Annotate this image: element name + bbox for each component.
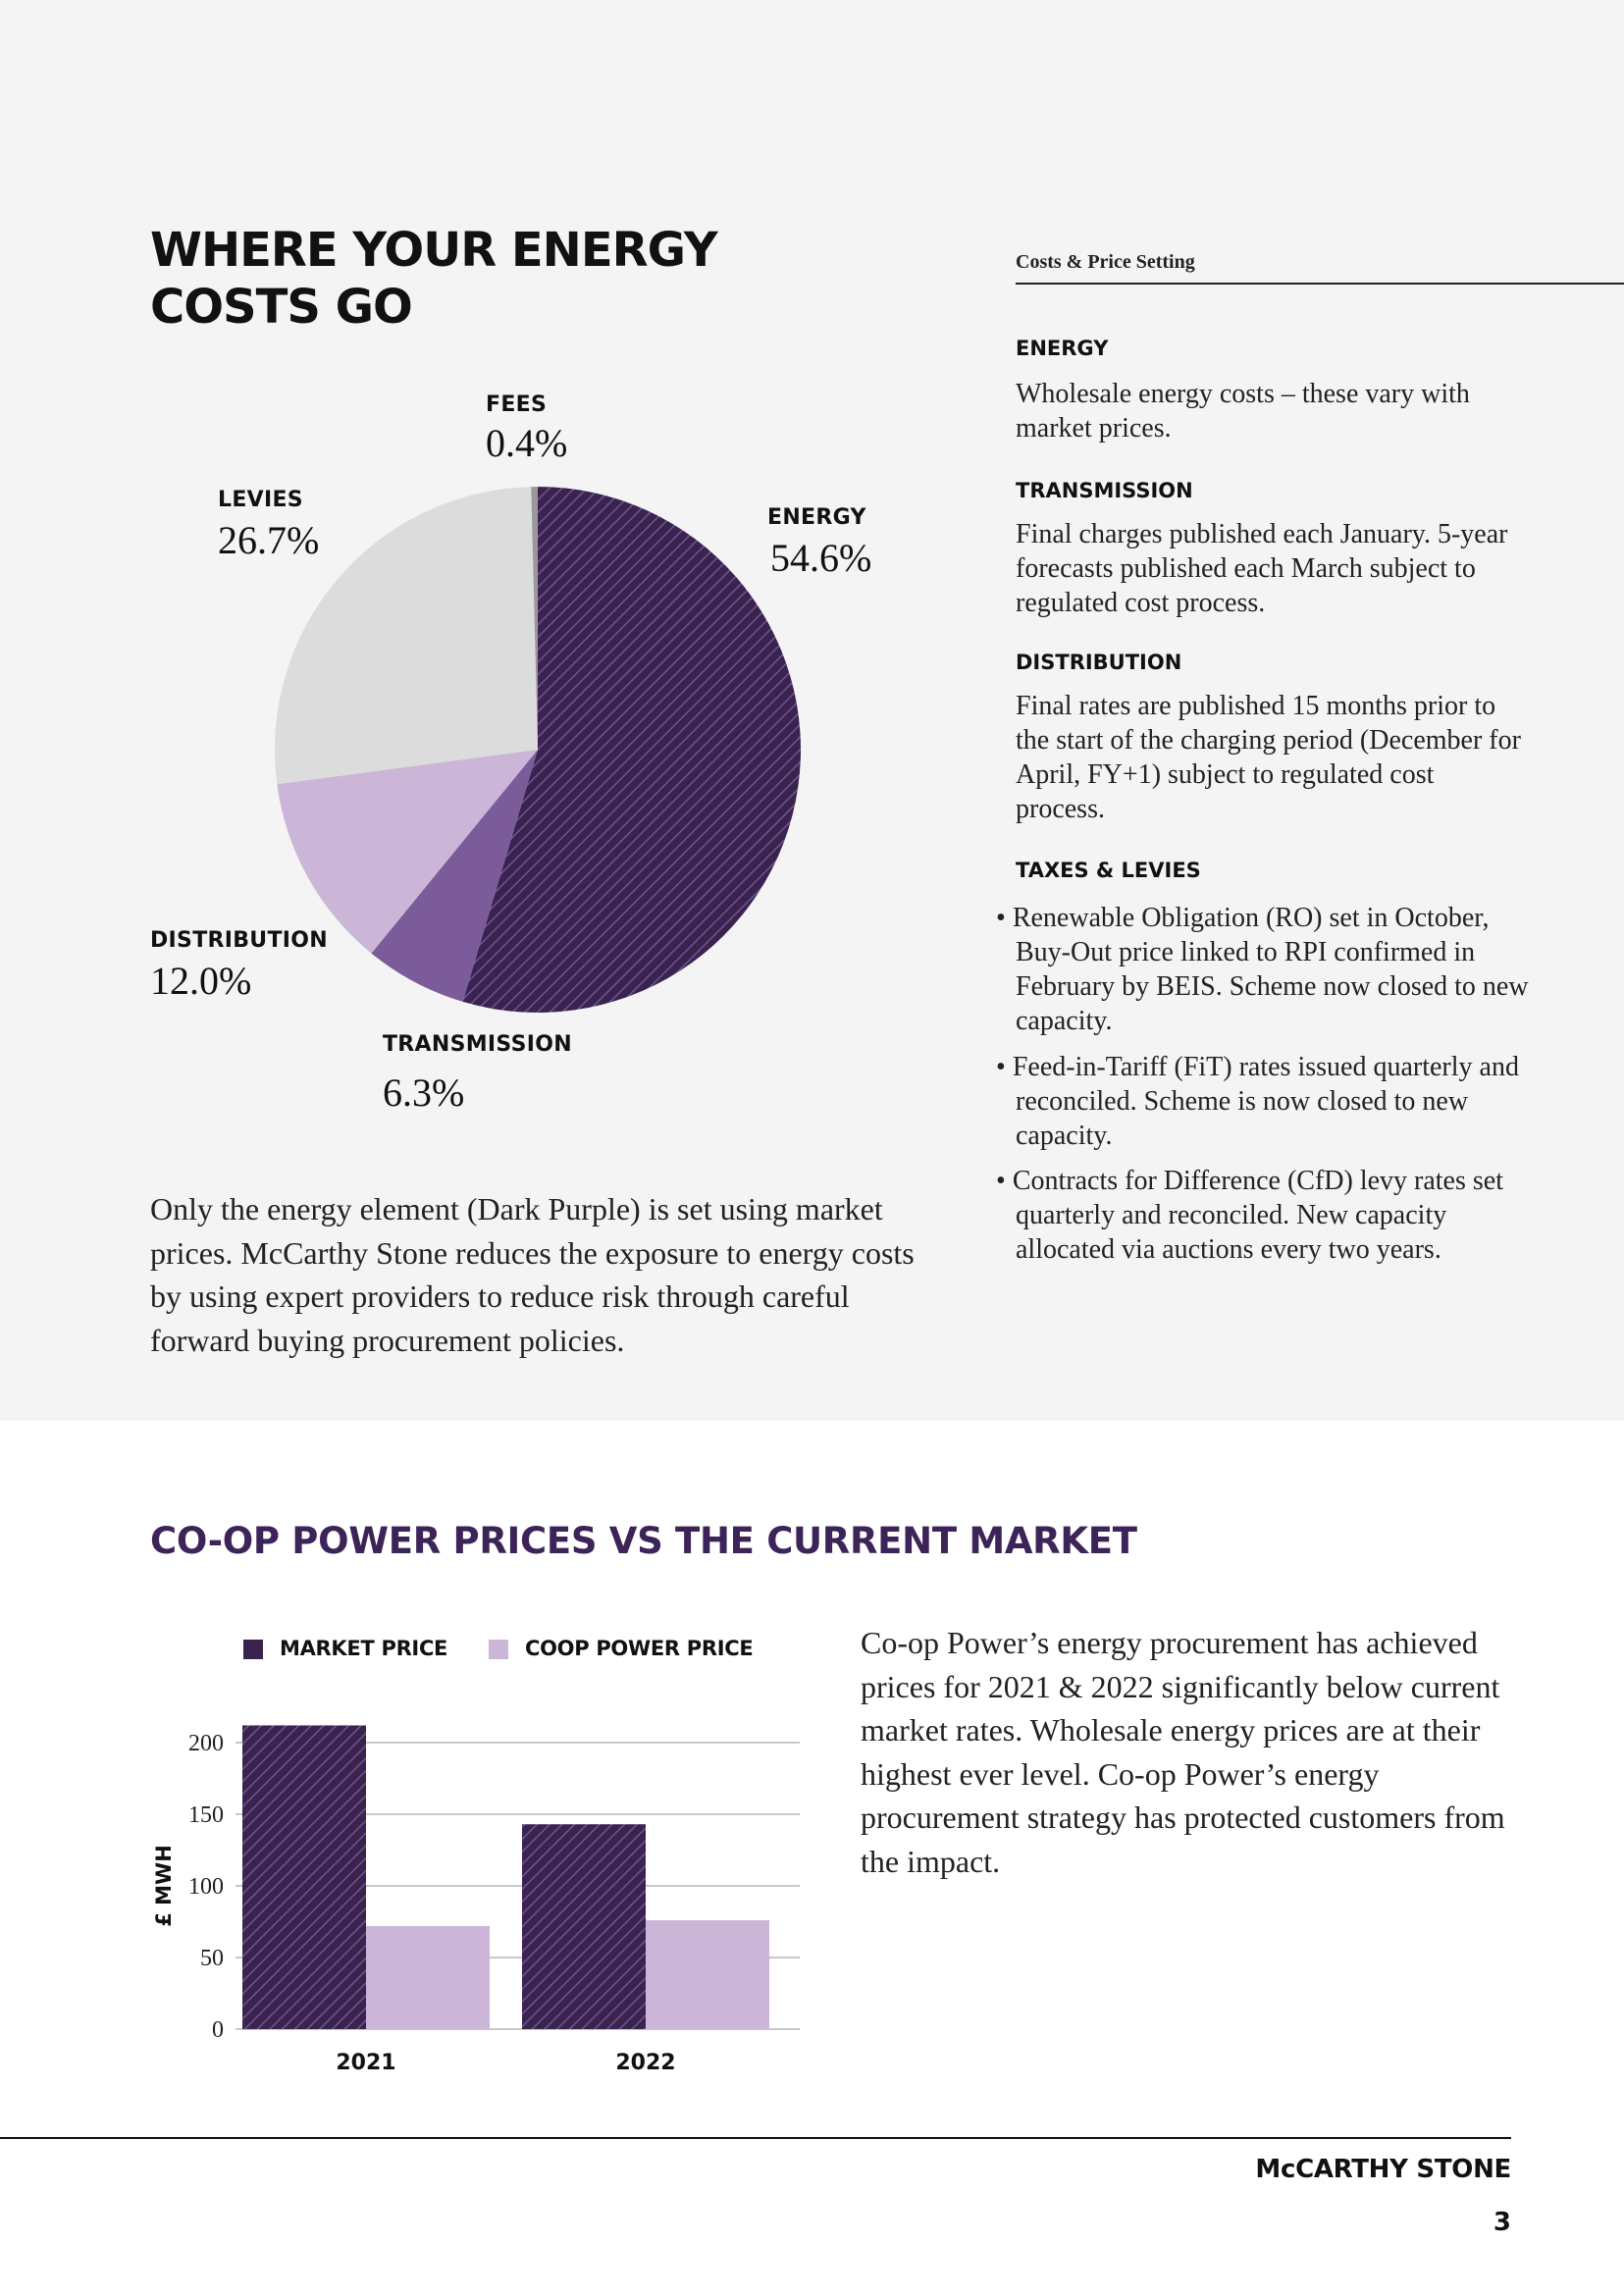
bar-note: Co-op Power’s energy procurement has achieved prices for 2021 & 2022 significantly below current market rates. Wholesale energy prices are at their highest ever level. Co-op Power’s energy procurement strategy has protected customers from the impact.: [861, 1625, 1505, 1879]
bullet-text: Contracts for Difference (CfD) levy rates set quarterly and reconciled. New capacity allocated via auctions every two years.: [1012, 1166, 1503, 1265]
pie-note: Only the energy element (Dark Purple) is set using market prices. McCarthy Stone reduces the exposure to energy costs by using expert providers to reduce risk through careful forward buying procurement policies.: [150, 1191, 915, 1358]
x-tick-label: 2021: [336, 2051, 396, 2075]
pie-label-fees: FEES: [486, 392, 548, 417]
transmission-heading: TRANSMISSION: [1016, 479, 1193, 502]
bar-market-2022: [522, 1824, 646, 2029]
energy-body: Wholesale energy costs – these vary with market prices.: [1016, 379, 1470, 444]
pie-label-distribution: DISTRIBUTION: [150, 928, 328, 953]
bar-chart-title: CO-OP POWER PRICES VS THE CURRENT MARKET: [150, 1520, 1137, 1562]
pie-label-transmission: TRANSMISSION: [383, 1032, 572, 1057]
legend-label-market: MARKET PRICE: [280, 1637, 448, 1660]
distribution-body: Final rates are published 15 months prior to the start of the charging period (December for April, FY+1) subject to regulated cost process.: [1016, 691, 1521, 824]
bullet-item: • Feed-in-Tariff (FiT) rates issued quarterly and reconciled. Scheme is now closed to new capacity.: [996, 1052, 1519, 1151]
pie-value-distribution: 12.0%: [150, 959, 252, 1003]
page-title-line-1: WHERE YOUR ENERGY: [150, 223, 717, 278]
page-number: 3: [1493, 2208, 1511, 2237]
legend-label-coop: COOP POWER PRICE: [525, 1637, 754, 1660]
y-tick-label: 50: [200, 1946, 224, 1971]
pie-value-energy: 54.6%: [770, 536, 872, 580]
bar-market-2021: [242, 1725, 366, 2029]
pie-value-levies: 26.7%: [218, 518, 320, 562]
pie-value-transmission: 6.3%: [383, 1070, 465, 1115]
bar-coop-2021: [366, 1926, 490, 2029]
bullet-text: Feed-in-Tariff (FiT) rates issued quarterly and reconciled. Scheme is now closed to new capacity.: [1012, 1052, 1519, 1151]
transmission-body: Final charges published each January. 5-year forecasts published each March subject to regulated cost process.: [1016, 519, 1508, 618]
bar-coop-2022: [646, 1920, 769, 2029]
distribution-heading: DISTRIBUTION: [1016, 651, 1182, 674]
taxes-levies-heading: TAXES & LEVIES: [1016, 859, 1201, 882]
pie-value-fees: 0.4%: [486, 421, 568, 465]
energy-heading: ENERGY: [1016, 337, 1109, 360]
y-tick-label: 0: [212, 2017, 224, 2043]
y-tick-label: 150: [188, 1802, 224, 1828]
bullet-text: Renewable Obligation (RO) set in October, Buy-Out price linked to RPI confirmed in February by BEIS. Scheme now closed to new capacity.: [1012, 903, 1529, 1036]
bullet-item: • Renewable Obligation (RO) set in October, Buy-Out price linked to RPI confirmed in February by BEIS. Scheme now closed to new capacity.: [996, 903, 1529, 1036]
y-tick-label: 100: [188, 1874, 224, 1900]
page-title-line-2: COSTS GO: [150, 280, 412, 335]
footer-rule: [0, 2137, 1511, 2139]
pie-label-energy: ENERGY: [767, 505, 866, 530]
footer-brand: McCARTHY STONE: [1255, 2155, 1511, 2184]
pie-label-levies: LEVIES: [218, 488, 303, 512]
right-section-title: Costs & Price Setting: [1016, 251, 1195, 273]
bullet-item: • Contracts for Difference (CfD) levy rates set quarterly and reconciled. New capacity allocated via auctions every two years.: [996, 1166, 1503, 1265]
x-tick-label: 2022: [615, 2051, 676, 2075]
y-axis-label: £ MWH: [152, 1845, 176, 1927]
y-tick-label: 200: [188, 1731, 224, 1756]
